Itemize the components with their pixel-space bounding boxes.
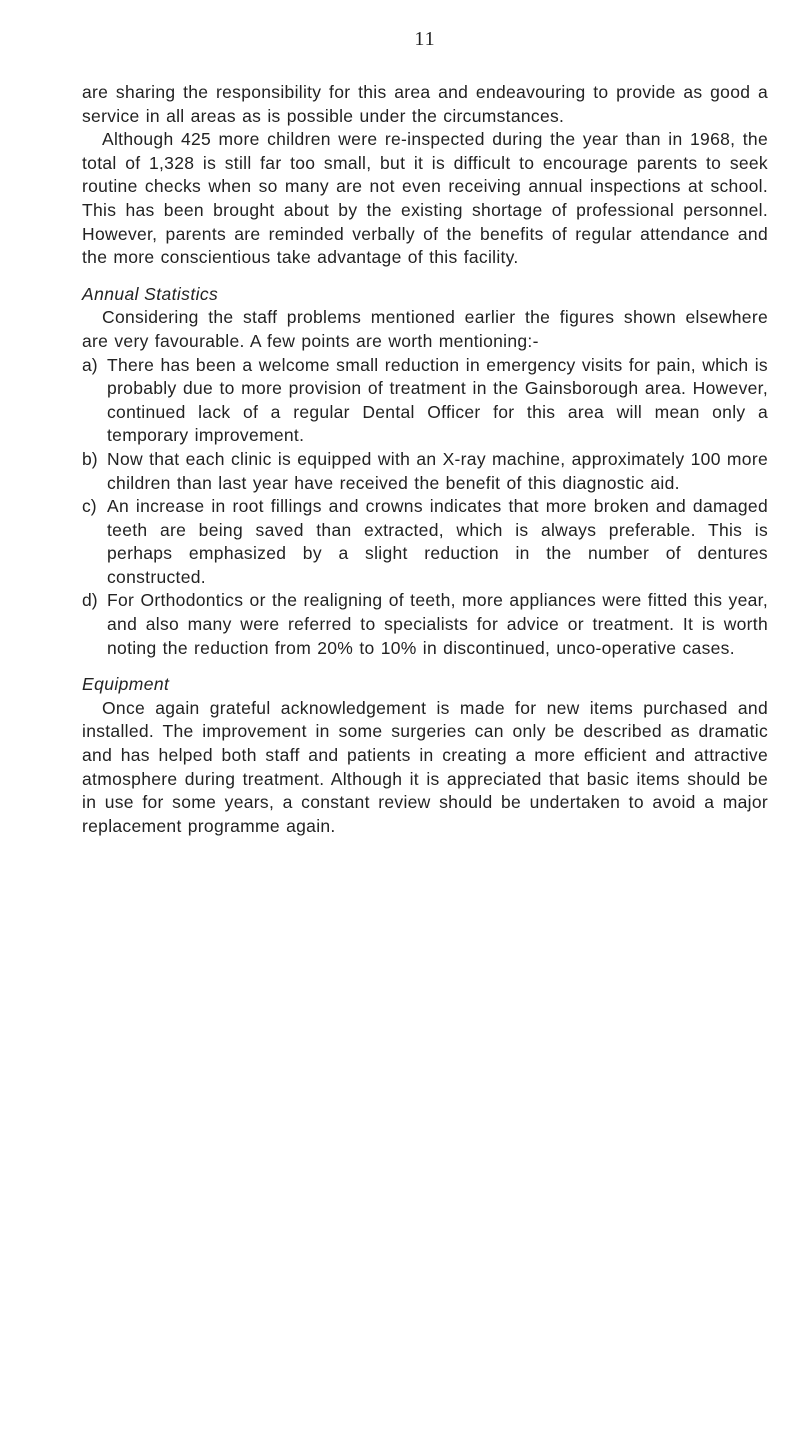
list-item-text: Now that each clinic is equipped with an X-ray machine, approximately 100 more children than last year have received the benefit of this diagnostic aid. [107,448,768,493]
page-number: 11 [414,28,436,50]
annual-statistics-heading: Annual Statistics [82,283,219,304]
intro-paragraph-1: are sharing the responsibility for this area and endeavouring to provide as good a service in all areas as is possible under the circumstances. [82,82,768,126]
equipment-heading: Equipment [82,674,170,695]
list-marker: b) [82,448,98,469]
equipment-paragraph: Once again grateful acknowledgement is made for new items purchased and installed. The improvement in some surgeries can only be described as dramatic and has helped both staff and patients in creating a more efficient and attractive atmosphere during treatment. Although it is appreciated that basic items should be in use for some years, a constant review should be undertaken to avoid a major replacement programme again. [82,697,768,836]
list-item [82,589,768,660]
list-item-text: There has been a welcome small reduction in emergency visits for pain, which is probably due to more provision of treatment in the Gainsborough area. However, continued lack of a regular Dental Officer for this area will mean only a temporary improvement. [107,354,768,446]
annual-statistics-intro: Considering the staff problems mentioned earlier the figures shown elsewhere are very favourable. A few points are worth mentioning:- [82,307,768,351]
list-item [82,495,768,589]
list-marker: a) [82,354,98,375]
list-item [82,354,768,448]
list-marker: d) [82,590,98,611]
list-item [82,448,768,495]
document-page [82,28,768,838]
list-marker: c) [82,496,97,517]
annual-statistics-list [82,354,768,661]
intro-paragraph-2: Although 425 more children were re-inspected during the year than in 1968, the total of 1,328 is still far too small, but it is difficult to encourage parents to seek routine checks when so many are not even receiving annual inspections at school. This has been brought about by the existing shortage of professional personnel. However, parents are reminded verbally of the benefits of regular attendance and the more conscientious take advantage of this facility. [82,129,768,268]
list-item-text: For Orthodontics or the realigning of teeth, more appliances were fitted this year, and also many were referred to specialists for advice or treatment. It is worth noting the reduction from 20% to 10% in discontinued, unco-operative cases. [107,590,768,658]
list-item-text: An increase in root fillings and crowns indicates that more broken and damaged teeth are being saved than extracted, which is always preferable. This is perhaps emphasized by a slight reduction in the number of dentures constructed. [107,496,768,587]
